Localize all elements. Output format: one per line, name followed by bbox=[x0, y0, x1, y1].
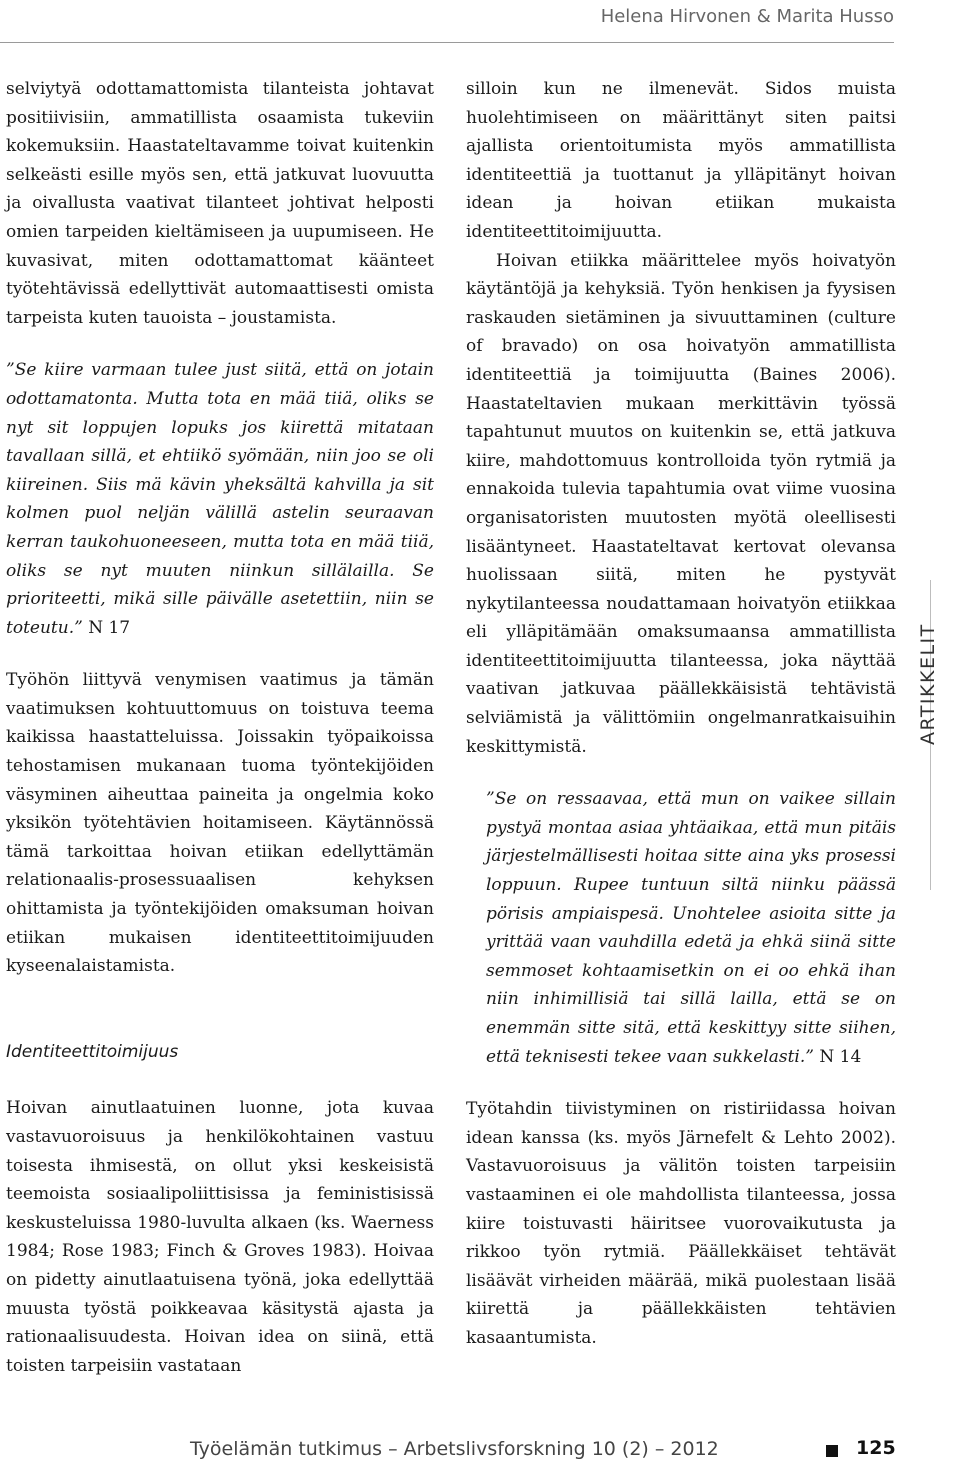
spacer bbox=[466, 1071, 896, 1095]
spacer bbox=[6, 1066, 434, 1094]
footer-square-marker bbox=[826, 1445, 838, 1457]
header-rule bbox=[0, 42, 894, 43]
right-paragraph-2: Hoivan etiikka määrittelee myös hoivatyön käytäntöjä ja kehyksiä. Työn henkisen ja fyysisen raskauden sietäminen ja sivuuttaminen (culture of bravado) on osa hoivatyön ammatillista identiteettiä ja toimijuutta (Baines 2006). Haastateltavien mukaan merkittävin työssä tapahtunut muutos on kuitenkin se, että jatkuva kiire, mahdottomuus kontrolloida työn rytmiä ja ennakoida tulevia tapahtumia ovat viime vuosina organisatoristen muutosten myötä oleellisesti lisääntyneet. Haastateltavat kertovat olevansa huolissaan siitä, miten he pystyvät nykytilanteessa noudattamaan hoivatyön etiikkaa eli ylläpitämään omaksumaansa ammatillista identiteettitoimijuutta tilanteessa, joka näyttää vaativan jatkuvaa päällekkäisistä tehtävistä selviämistä ja välittömiin ongelmanratkaisuihin keskittymistä. bbox=[466, 250, 896, 757]
left-paragraph-3: Hoivan ainutlaatuinen luonne, jota kuvaa vastavuoroisuus ja henkilökohtainen vastuu toisesta ihmisestä, on ollut yksi keskeisistä teemoista sosiaalipoliittisissa ja feministisissä keskusteluissa 1980-luvulta alkaen (ks. Waerness 1984; Rose 1983; Finch & Groves 1983). Hoivaa on pidetty ainutlaatuisena työnä, joka edellyttää muusta työstä poikkeavaa käsitystä ajasta ja rationaalisuudesta. Hoivan idea on siinä, että toisten tarpeisiin vastataan bbox=[6, 1098, 434, 1376]
right-paragraph-3: Työtahdin tiivistyminen on ristiriidassa hoivan idean kanssa (ks. myös Järnefelt & Lehto 2002). Vastavuoroisuus ja välitön toisten tarpeisiin vastaaminen ei ole mahdollista tilanteessa, jossa kiire toistuvasti häiritsee vuorovaikutusta ja rikkoo työn rytmiä. Päällekkäiset tehtävät lisäävät virheiden määrää, mikä puolestaan lisää kiirettä ja päällekkäisten tehtävien kasaantumista. bbox=[466, 1099, 896, 1348]
spacer bbox=[6, 981, 434, 1038]
left-paragraph-2: Työhön liittyvä venymisen vaatimus ja tämän vaatimuksen kohtuuttomuus on toistuva teema kaikissa haastatteluissa. Joissakin työpaikoissa tehostamisen mukanaan tuoma työntekijöiden väsyminen aiheuttaa paineita ja ongelmia koko yksikön työtehtävien hoitamiseen. Käytännössä tämä tarkoittaa hoivan etiikan edellyttämän relationaalis-prosessuaalisen kehyksen ohittamista ja työntekijöiden omaksuman hoivan etiikan mukaisen identiteettitoimijuuden kyseenalaistamista. bbox=[6, 670, 434, 977]
right-column bbox=[466, 75, 896, 1353]
interview-quote-n17 bbox=[6, 356, 434, 642]
running-head-authors: Helena Hirvonen & Marita Husso bbox=[600, 6, 894, 27]
quote-ref: N 14 bbox=[819, 1046, 862, 1067]
section-heading: Identiteettitoimijuus bbox=[6, 1041, 179, 1062]
quote-ref: N 17 bbox=[88, 617, 131, 638]
right-paragraph-1: silloin kun ne ilmenevät. Sidos muista huolehtimiseen on määrittänyt siten paitsi ajallista orientoitumista myös ammatillista identiteettiä ja tuottanut ja ylläpitänyt hoivan idean ja hoivan etiikan mukaista identiteettitoimijuutta. bbox=[466, 79, 896, 242]
spacer bbox=[6, 332, 434, 356]
spacer bbox=[466, 761, 896, 785]
spacer bbox=[6, 642, 434, 666]
quote-text: ”Se kiire varmaan tulee just siitä, että on jotain odottamatonta. Mutta tota en mää tiiä, oliks se nyt sit loppujen lopuks jos kiirettä mitataan tavallaan sillä, et ehtiikö syömään, niin joo se oli kiireinen. Siis mä kävin yheksältä kahvilla ja sit kolmen puol neljän välillä astelin seuraavan kerran taukohuoneeseen, mutta tota en mää tiiä, oliks se nyt muuten niinkun sillälailla. Se prioriteetti, mikä sille päivälle asetettiin, niin se toteutu.” bbox=[6, 360, 434, 638]
left-column bbox=[6, 75, 434, 1380]
left-paragraph-1: selviytyä odottamattomista tilanteista johtavat positiivisiin, ammatillista osaamista tukeviin kokemuksiin. Haastateltavamme toivat kuitenkin selkeästi esille myös sen, että jatkuvat luovuutta ja oivallusta vaativat tilanteet johtivat helposti omien tarpeiden kieltämiseen ja uupumiseen. He kuvasivat, miten odottamattomat käänteet työtehtävissä edellyttivät automaattisesti omista tarpeista kuten tauoista – joustamista. bbox=[6, 79, 434, 328]
interview-quote-n14 bbox=[466, 785, 896, 1071]
page-number: 125 bbox=[856, 1437, 896, 1459]
section-side-label: ARTIKKELIT bbox=[917, 623, 939, 745]
quote-text: ”Se on ressaavaa, että mun on vaikee sillain pystyä montaa asiaa yhtäaikaa, että mun pitäis järjestelmällisesti hoitaa sitte aina yks prosessi loppuun. Rupee tuntuun siltä niinku päässä pörisis ampiaispesä. Unohtelee asioita sitte ja yrittää vaan vauhdilla edetä ja ehkä siinä sitte semmoset kohtaamisetkin on ei oo ehkä ihan niin inhimillisiä tai sillä lailla, että se on enemmän sitte sitä, että keskittyy sitte siihen, että teknisesti tekee vaan sukkelasti.” bbox=[486, 789, 896, 1067]
footer-journal: Työelämän tutkimus – Arbetslivsforskning 10 (2) – 2012 bbox=[190, 1438, 719, 1460]
